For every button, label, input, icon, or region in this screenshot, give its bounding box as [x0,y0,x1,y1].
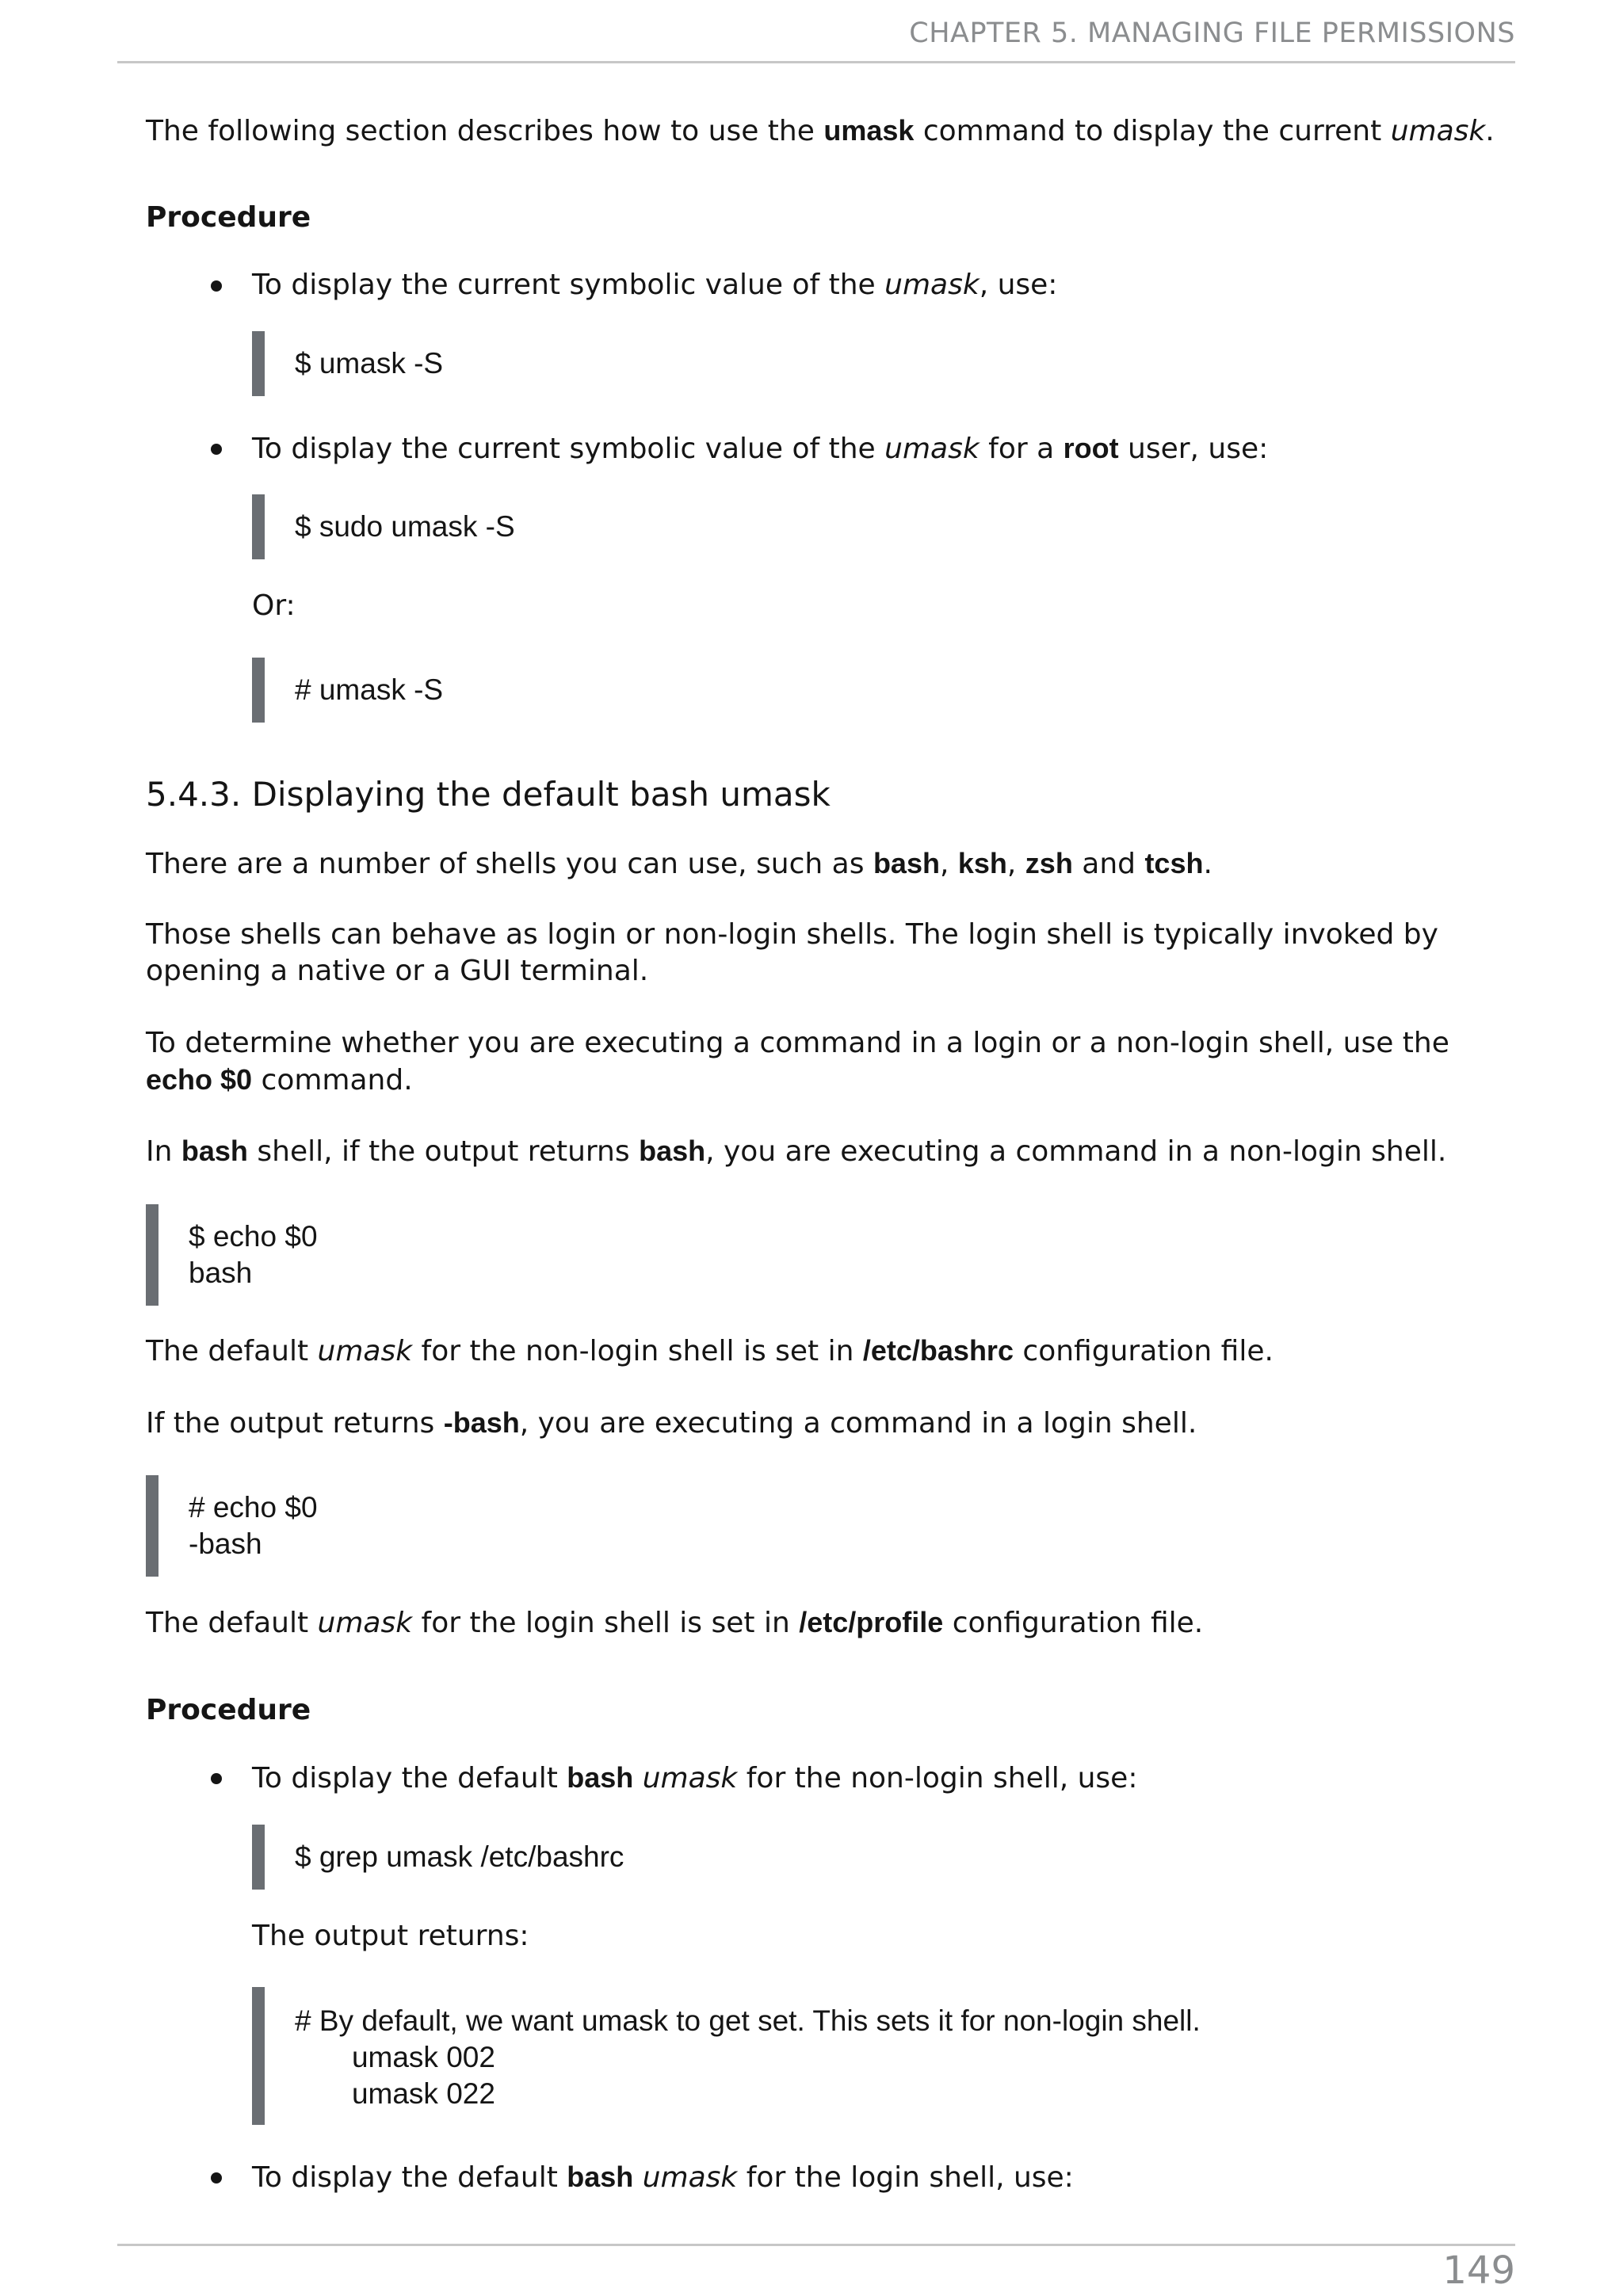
paragraph: There are a number of shells you can use, such as bash, ksh, zsh and tcsh. [146,847,1212,880]
code-block: $ umask -S [252,331,443,396]
footer-rule [117,2244,1515,2246]
intro-paragraph: The following section describes how to use the umask command to display the current umask. [146,114,1495,147]
bullet-icon [211,280,222,292]
output-label: The output returns: [252,1920,529,1952]
bullet-icon [211,444,222,455]
code-block: $ sudo umask -S [252,494,515,559]
paragraph: Those shells can behave as login or non-login shells. The login shell is typically invoked by opening a native or a GUI terminal. [146,918,1438,987]
code-block: $ echo $0 bash [146,1204,318,1306]
paragraph: The default umask for the non-login shell is set in /etc/bashrc configuration file. [146,1334,1274,1367]
page-number: 149 [1442,2248,1515,2293]
section-title: 5.4.3. Displaying the default bash umask [146,775,831,814]
list-item: To display the default bash umask for the non-login shell, use: [252,1761,1138,1794]
or-label: Or: [252,589,296,622]
list-item: To display the current symbolic value of the umask for a root user, use: [252,432,1269,465]
procedure-heading: Procedure [146,201,311,234]
paragraph: In bash shell, if the output returns bash, you are executing a command in a non-login shell. [146,1135,1447,1168]
list-item: To display the current symbolic value of the umask, use: [252,269,1058,301]
bullet-icon [211,1773,222,1784]
code-block: # By default, we want umask to get set. This sets it for non-login shell. umask 002 umask 022 [252,1987,1201,2125]
code-block: # umask -S [252,658,443,723]
procedure-heading: Procedure [146,1694,311,1726]
paragraph: If the output returns -bash, you are executing a command in a login shell. [146,1406,1197,1440]
code-block: # echo $0 -bash [146,1475,318,1577]
chapter-title: CHAPTER 5. MANAGING FILE PERMISSIONS [909,17,1515,49]
bullet-icon [211,2172,222,2183]
paragraph: To determine whether you are executing a command in a login or a non-login shell, use the echo $0 command. [146,1027,1449,1097]
code-block: $ grep umask /etc/bashrc [252,1825,624,1890]
list-item: To display the default bash umask for the login shell, use: [252,2161,1074,2194]
umask-command: umask [823,114,915,147]
paragraph: The default umask for the login shell is set in /etc/profile configuration file. [146,1606,1204,1639]
page-header [117,16,1515,63]
